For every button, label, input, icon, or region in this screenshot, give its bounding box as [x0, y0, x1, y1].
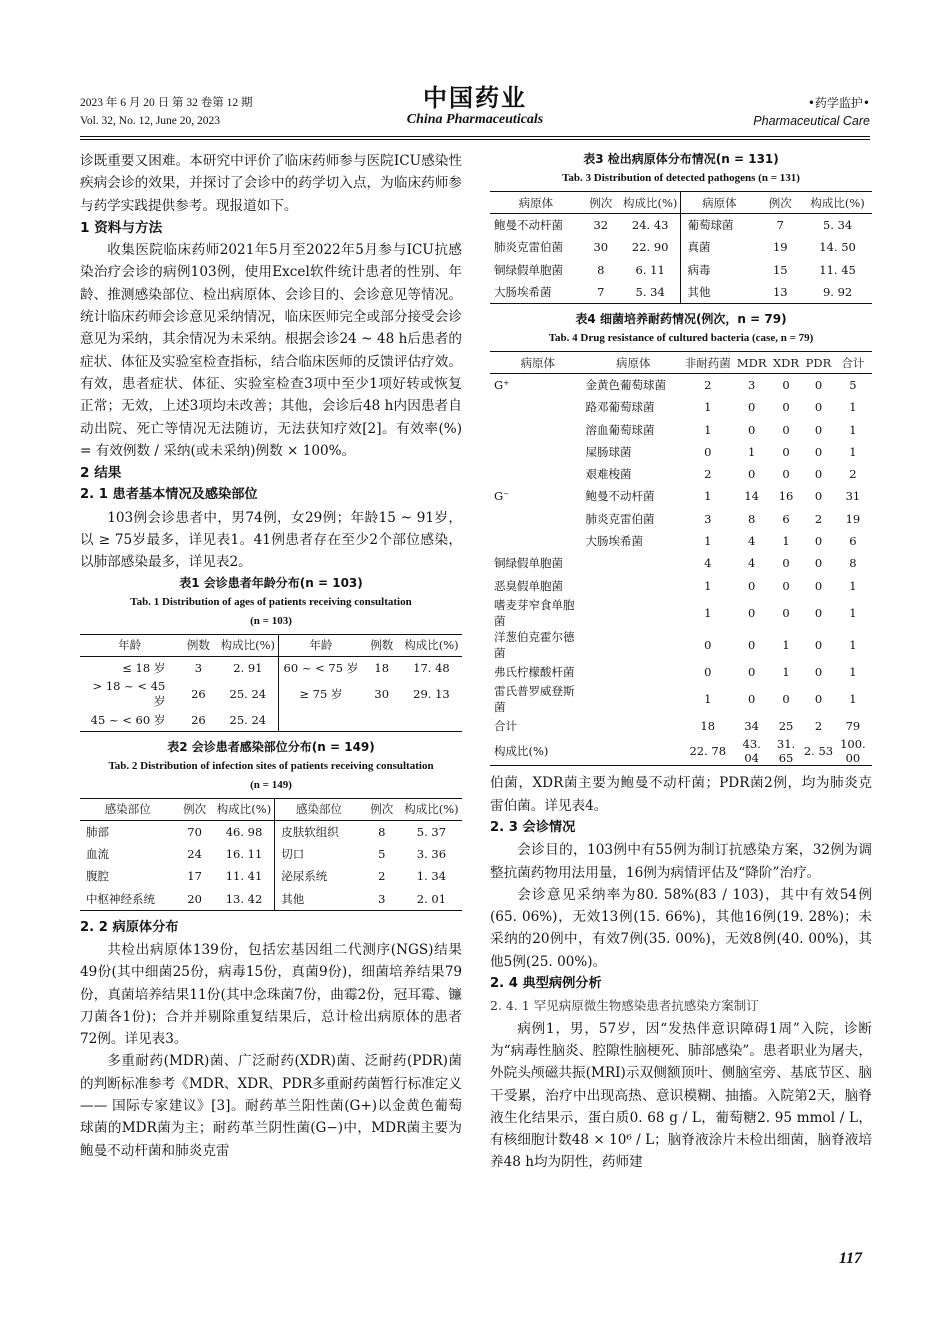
- table-cell: 雷氏普罗威登斯菌: [494, 684, 575, 715]
- table-cell: 肺炎克雷伯菌: [494, 240, 563, 255]
- table-cell: 18: [700, 719, 716, 734]
- table-cell: 24: [187, 846, 202, 861]
- table-cell: 3: [378, 891, 386, 906]
- table-cell: 血流: [86, 846, 109, 861]
- table-cell: 8: [597, 262, 605, 277]
- table-cell: 0: [704, 444, 712, 459]
- table-cell: 11. 41: [225, 869, 263, 884]
- table-cell: 5: [849, 378, 857, 393]
- table-cell: 0: [747, 400, 756, 415]
- table-row: [490, 396, 872, 418]
- section-label: [753, 94, 870, 130]
- table-cell: [586, 597, 682, 629]
- table-row: [490, 574, 872, 596]
- table3-header: 构成比(%): [810, 195, 865, 210]
- table-cell: 0: [747, 692, 756, 707]
- table-cell: 0: [747, 422, 756, 437]
- table-cell: 19: [772, 240, 788, 255]
- table-cell: 14. 50: [819, 240, 856, 255]
- table4-header: 病原体: [520, 355, 555, 370]
- table-cell: 1: [782, 637, 790, 652]
- adoption-paragraph: 会诊意见采纳率为80. 58%(83 / 103)，其中有效54例(65. 06%)，无效13例(15. 66%)，其他16例(19. 28%)；未采纳的20例中，有效7例(35. 00%)，无效8例(40. 00%)，其他5例(25. 00%)。: [490, 886, 872, 970]
- table-cell: 嗜麦芽窄食单胞菌: [494, 597, 575, 628]
- table-row: [490, 508, 872, 530]
- header-rule-thin: [80, 139, 870, 140]
- table2-header: 感染部位: [275, 798, 363, 820]
- table-cell: 0: [814, 692, 823, 707]
- table-cell: 其他: [681, 281, 757, 304]
- table1: [80, 634, 462, 732]
- table-cell: 0: [814, 422, 823, 437]
- table-cell: 0: [704, 637, 712, 652]
- table-cell: 1: [849, 692, 857, 707]
- table-cell: 26: [191, 686, 206, 701]
- table2-header: 构成比(%): [404, 802, 459, 817]
- table-cell: 31: [845, 489, 861, 504]
- table-cell: 3: [194, 660, 203, 675]
- table-cell: [490, 418, 586, 440]
- page-number: 117: [838, 1250, 862, 1267]
- table-cell: 8: [747, 511, 756, 526]
- table4-header: MDR: [736, 355, 767, 370]
- table-cell: 6. 11: [635, 262, 665, 277]
- table-row: [490, 661, 872, 683]
- section-2-title: 2 结果: [80, 465, 122, 482]
- table-cell: 5: [378, 846, 386, 861]
- table-cell: 32: [593, 218, 609, 232]
- table1-header: 构成比(%): [220, 638, 276, 653]
- table-cell: 5. 34: [635, 285, 665, 299]
- table-cell: 真菌: [681, 236, 757, 259]
- table2-header: 感染部位: [104, 802, 151, 817]
- table-cell: 0: [747, 467, 756, 482]
- table-cell: 大肠埃希菌: [585, 534, 643, 549]
- table-cell: 17: [187, 869, 202, 884]
- table-cell: 4: [704, 556, 712, 571]
- table-cell: 肺部: [86, 824, 109, 839]
- table-cell: 18: [374, 660, 390, 675]
- intro-paragraph: 诊既重要又困难。本研究中评价了临床药师参与医院ICU感染性疾病会诊的效果，并探讨了会诊中的药学切入点，为临床药师参与药学实践提供参考。现报道如下。: [80, 153, 462, 214]
- table-cell: 15: [772, 262, 788, 277]
- table-cell: 鲍曼不动杆菌: [494, 218, 563, 232]
- table-cell: 2: [704, 378, 712, 393]
- section-en: Pharmaceutical Care: [753, 114, 870, 128]
- table-cell: 铜绿假单胞菌: [494, 556, 563, 571]
- table-cell: 24. 43: [631, 218, 669, 232]
- table4: [490, 351, 872, 766]
- table4-header: PDR: [805, 355, 832, 370]
- table-cell: 1: [849, 605, 857, 620]
- methods-paragraph: 收集医院临床药师2021年5月至2022年5月参与ICU抗感染治疗会诊的病例103例，使用Excel软件统计患者的性别、年龄、推测感染部位、检出病原体、会诊目的、会诊意见等情况。统计临床药师会诊意见采纳情况，临床医师完全或部分接受会诊意见为采纳，其余情况为未采纳。根据会诊24 ~ 48 h后患者的症状、体征及实验室检查指标，结合临床医师的反馈评估疗效。有效，患者症状、体征、实验室检查3项中至少1项好转或恢复正常；无效，上述3项均未改善；其他，会诊后48 h内因患者自动出院、死亡等情况无法随访，无法获知疗效[2]。有效率(%) = 有效例数 / 采纳(或未采纳)例数 × 100%。: [80, 242, 462, 459]
- table-cell: 34: [744, 719, 759, 734]
- table-cell: 60 ~ < 75 岁: [279, 656, 363, 679]
- table2-header: 例次: [370, 802, 394, 817]
- table-cell: [490, 396, 586, 418]
- logo-cn: 中国药业: [423, 83, 527, 112]
- table-cell: [490, 463, 586, 485]
- section-2-1-title: 2. 1 患者基本情况及感染部位: [80, 487, 258, 503]
- table-cell: 14: [744, 489, 759, 504]
- section-2-4-1-title: 2. 4. 1 罕见病原微生物感染患者抗感染方案制订: [490, 998, 759, 1014]
- table-cell: 0: [782, 422, 790, 437]
- table-row: [490, 737, 872, 766]
- table-cell: [586, 661, 682, 683]
- journal-issue-info: [80, 94, 253, 130]
- table-row: [490, 441, 872, 463]
- table-cell: 0: [747, 605, 756, 620]
- table-cell: 5. 34: [822, 218, 853, 232]
- table-cell: 3. 36: [416, 846, 447, 861]
- consult-purpose-paragraph: 会诊目的，103例中有55例为制订抗感染方案，32例为调整抗菌药物用法用量，16例为病情评估及“降阶”治疗。: [490, 842, 872, 881]
- table-cell: 恶臭假单胞菌: [494, 578, 563, 593]
- table-cell: 100. 00: [840, 737, 866, 766]
- table-cell: 腹腔: [86, 869, 109, 884]
- table4-header: 病原体: [616, 355, 651, 370]
- table-cell: 1: [704, 578, 712, 593]
- table-cell: 1: [704, 605, 712, 620]
- table-cell: 3: [747, 378, 756, 393]
- table-cell: 1: [849, 444, 857, 459]
- table-cell: 0: [782, 578, 790, 593]
- table-cell: 中枢神经系统: [86, 891, 155, 906]
- table-cell: [401, 709, 462, 732]
- table-cell: 9. 92: [822, 285, 853, 299]
- table1-header: 年龄: [118, 638, 142, 653]
- table-cell: 2. 01: [416, 891, 447, 906]
- table-cell: 6: [849, 534, 857, 549]
- table3-header: 病原体: [518, 195, 554, 210]
- table-cell: 8: [378, 824, 386, 839]
- table-cell: 2: [378, 869, 386, 884]
- table-row: [490, 236, 872, 259]
- table-cell: [586, 737, 682, 766]
- table-cell: 0: [814, 444, 823, 459]
- table-cell: 1: [704, 489, 712, 504]
- table-cell: 22. 78: [689, 744, 727, 759]
- table-row: [80, 843, 462, 866]
- table-cell: ≥ 75 岁: [279, 679, 363, 709]
- table-cell: 0: [814, 637, 823, 652]
- table-row: [490, 485, 872, 507]
- table-cell: [586, 683, 682, 715]
- table-cell: 25. 24: [229, 712, 267, 727]
- table3-header: 构成比(%): [622, 195, 678, 210]
- table-cell: 2: [704, 467, 712, 482]
- table-cell: 0: [782, 692, 790, 707]
- table-row: [490, 463, 872, 485]
- table-cell: [586, 552, 682, 574]
- pathogen-paragraph: 共检出病原体139份，包括宏基因组二代测序(NGS)结果49份(其中细菌25份，病毒15份，真菌9份)，细菌培养结果79份，真菌培养结果11份(其中念珠菌7份，曲霉2份，冠耳霉、镰刀菌各1份)；合并并剔除重复结果后，总计检出病原体的患者72例。详见表3。: [80, 941, 462, 1048]
- table-cell: 溶血葡萄球菌: [585, 422, 655, 437]
- table-cell: G⁻: [494, 489, 510, 504]
- table-cell: 1: [704, 422, 712, 437]
- table-cell: 3: [704, 511, 712, 526]
- table-cell: 1: [782, 664, 790, 679]
- table-cell: 2: [814, 719, 823, 734]
- table-cell: 45 ~ < 60 岁: [90, 712, 166, 727]
- table-cell: 泌尿系统: [275, 865, 363, 888]
- section-cn: •药学监护•: [807, 96, 870, 110]
- table3-caption-en: Tab. 3 Distribution of detected pathogens (n = 131): [562, 172, 800, 184]
- table-row: [490, 259, 872, 282]
- table2-caption: 表2 会诊患者感染部位分布(n = 149): [167, 739, 375, 754]
- table-cell: 切口: [275, 843, 363, 866]
- table4-header: XDR: [772, 355, 800, 370]
- table-row: [490, 683, 872, 715]
- table-cell: > 18 ~ < 45 岁: [92, 678, 166, 708]
- table-cell: 构成比(%): [494, 744, 549, 759]
- right-column: [490, 150, 872, 1174]
- table-cell: 5. 37: [416, 824, 447, 839]
- issue-line-en: Vol. 32, No. 12, June 20, 2023: [80, 115, 221, 127]
- table4-caption-en: Tab. 4 Drug resistance of cultured bacteria (case, n = 79): [548, 332, 814, 344]
- table-cell: [279, 709, 363, 732]
- table-cell: 11. 45: [819, 262, 856, 277]
- table-cell: 4: [747, 556, 756, 571]
- table-cell: [586, 715, 682, 737]
- table1-header: 年龄: [279, 634, 363, 656]
- table-cell: 7: [776, 218, 784, 232]
- table-cell: 2: [814, 511, 823, 526]
- table-cell: 0: [814, 534, 823, 549]
- table-cell: 0: [782, 556, 790, 571]
- table-cell: 0: [782, 378, 790, 393]
- table-cell: 1: [782, 534, 790, 549]
- section-2-3-title: 2. 3 会诊情况: [490, 819, 576, 835]
- table-row: [490, 214, 872, 237]
- table-cell: 30: [374, 686, 390, 701]
- table-cell: 79: [845, 719, 861, 734]
- table-cell: 0: [704, 664, 712, 679]
- table3-caption: 表3 检出病原体分布情况(n = 131): [583, 152, 779, 166]
- table-cell: 26: [191, 712, 206, 727]
- table2-header: 例次: [183, 802, 207, 817]
- table2: [80, 798, 462, 911]
- logo-en: China Pharmaceuticals: [406, 112, 544, 127]
- table1-caption: 表1 会诊患者年龄分布(n = 103): [179, 575, 363, 590]
- table1-header: 例数: [370, 638, 394, 653]
- case1-paragraph: 病例1，男，57岁，因“发热伴意识障碍1周”入院，诊断为“病毒性脑炎、腔隙性脑梗死、肺部感染”。患者职业为屠夫，外院头颅磁共振(MRI)示双侧额顶叶、侧脑室旁、基底节区、脑干受累，治疗中出现高热、意识模糊、抽搐。入院第2天，脑脊液生化结果示，蛋白质0. 68 g / L，葡萄糖2. 95 mmol / L，有核细胞计数48 × 10⁶ / L；脑脊液涂片未检出细菌，脑脊液培养48 h均为阴性，药师建: [490, 1020, 872, 1171]
- table-cell: 46. 98: [225, 824, 263, 839]
- table-cell: 葡萄球菌: [681, 214, 757, 237]
- table-cell: 4: [747, 534, 756, 549]
- table-row: [490, 552, 872, 574]
- table-cell: 0: [747, 637, 756, 652]
- table-cell: 0: [782, 400, 790, 415]
- table4-header: 非耐药菌: [684, 355, 731, 370]
- table-cell: 6: [782, 511, 790, 526]
- patients-paragraph: 103例会诊患者中，男74例，女29例；年龄15 ~ 91岁，以 ≥ 75岁最多，详见表1。41例患者存在至少2个部位感染，以肺部感染最多，详见表2。: [80, 509, 462, 571]
- table-cell: 1: [849, 400, 857, 415]
- table3-header: 例次: [589, 195, 613, 210]
- table-cell: 31. 65: [776, 737, 796, 766]
- table-cell: 16. 11: [225, 846, 263, 861]
- resistance-paragraph: 多重耐药(MDR)菌、广泛耐药(XDR)菌、泛耐药(PDR)菌的判断标准参考《MDR、XDR、PDR多重耐药菌暂行标准定义 —— 国际专家建议》[3]。耐药革兰阳性菌(G+)以金黄色葡萄球菌的MDR菌为主；耐药革兰阴性菌(G−)中，MDR菌主要为鲍曼不动杆菌和肺炎克雷: [80, 1053, 462, 1159]
- table-cell: 大肠埃希菌: [494, 285, 552, 299]
- table-cell: 0: [782, 605, 790, 620]
- table2-caption-en: Tab. 2 Distribution of infection sites of patients receiving consultation: [108, 759, 434, 772]
- table-cell: 鲍曼不动杆菌: [585, 489, 655, 504]
- table1-caption-en-n: (n = 103): [250, 614, 292, 627]
- table4-header: 合计: [841, 355, 865, 370]
- table-cell: [586, 574, 682, 596]
- table-cell: G⁺: [494, 378, 510, 393]
- table-cell: 2: [849, 467, 857, 482]
- table-row: [80, 656, 462, 679]
- table3-header: 例次: [768, 195, 792, 210]
- table-row: [80, 709, 462, 732]
- table-cell: [363, 709, 401, 732]
- table-cell: 艰难梭菌: [585, 467, 632, 482]
- table-cell: 0: [747, 664, 756, 679]
- table-cell: 路邓葡萄球菌: [585, 400, 655, 415]
- table1-caption-en: Tab. 1 Distribution of ages of patients receiving consultation: [130, 595, 412, 608]
- table-cell: 1: [747, 444, 756, 459]
- table-cell: [586, 629, 682, 661]
- table-cell: 1: [849, 664, 857, 679]
- table-row: [490, 597, 872, 629]
- table3: [490, 191, 872, 304]
- table-cell: 8: [849, 556, 857, 571]
- table-cell: 0: [814, 378, 823, 393]
- table-row: [490, 418, 872, 440]
- table-cell: 43. 04: [742, 737, 761, 766]
- table-cell: 其他: [275, 888, 363, 911]
- table-cell: 25. 24: [229, 686, 267, 701]
- table-cell: ≤ 18 岁: [122, 660, 166, 675]
- table-cell: 29. 13: [413, 686, 450, 701]
- table-cell: 16: [778, 489, 794, 504]
- table-row: [80, 888, 462, 911]
- table3-header: 病原体: [681, 192, 757, 214]
- table-cell: [490, 508, 586, 530]
- table-cell: 0: [814, 467, 823, 482]
- table-cell: 22. 90: [631, 240, 669, 255]
- table-cell: 0: [814, 605, 823, 620]
- table-cell: 1: [849, 637, 857, 652]
- table-row: [80, 865, 462, 888]
- table-row: [80, 820, 462, 843]
- table-cell: 13: [772, 285, 788, 299]
- table-cell: 0: [814, 556, 823, 571]
- table-cell: 1: [849, 578, 857, 593]
- table-cell: 1: [704, 400, 712, 415]
- table-cell: 7: [597, 285, 605, 299]
- section-1-title: 1 资料与方法: [80, 219, 163, 236]
- table4-caption: 表4 细菌培养耐药情况(例次，n = 79): [575, 312, 787, 326]
- table-cell: 弗氏柠檬酸杆菌: [494, 664, 575, 679]
- table1-header: 例数: [186, 638, 210, 653]
- table-cell: 17. 48: [413, 660, 450, 675]
- table-cell: 1. 34: [416, 869, 447, 884]
- section-2-4-title: 2. 4 典型病例分析: [490, 976, 602, 992]
- table-cell: 70: [187, 824, 202, 839]
- table-row: [490, 281, 872, 304]
- table-cell: 20: [187, 891, 202, 906]
- table-cell: 病毒: [681, 259, 757, 282]
- table-cell: 皮肤软组织: [275, 820, 363, 843]
- issue-line-cn: 2023 年 6 月 20 日 第 32 卷第 12 期: [80, 97, 253, 109]
- table2-header: 构成比(%): [216, 802, 272, 817]
- left-column: [80, 150, 462, 1162]
- table-cell: 2. 91: [233, 660, 263, 675]
- section-2-2-title: 2. 2 病原体分布: [80, 919, 179, 935]
- table-cell: 30: [593, 240, 609, 255]
- table-cell: 1: [704, 692, 712, 707]
- table-cell: 0: [814, 664, 823, 679]
- table-cell: 1: [704, 534, 712, 549]
- journal-logo: [390, 84, 560, 128]
- table-cell: 13. 42: [225, 891, 263, 906]
- table-cell: 合计: [494, 719, 517, 734]
- table-cell: 屎肠球菌: [585, 444, 632, 459]
- table-cell: 2. 53: [803, 744, 834, 759]
- table-row: [490, 629, 872, 661]
- table1-header: 构成比(%): [404, 638, 459, 653]
- table-row: [490, 530, 872, 552]
- table-row: [80, 679, 462, 709]
- table-cell: 0: [782, 444, 790, 459]
- table-cell: [490, 530, 586, 552]
- table-cell: 铜绿假单胞菌: [494, 262, 563, 277]
- table-cell: 19: [845, 511, 861, 526]
- header-rule: [80, 136, 870, 137]
- table2-caption-en-n: (n = 149): [250, 778, 292, 791]
- table-cell: 0: [782, 467, 790, 482]
- table-cell: 洋葱伯克霍尔德菌: [494, 629, 575, 660]
- table-cell: 金黄色葡萄球菌: [585, 378, 666, 393]
- table-cell: [490, 441, 586, 463]
- table-cell: 1: [849, 422, 857, 437]
- table-row: [490, 715, 872, 737]
- table-cell: 0: [814, 578, 823, 593]
- table-row: [490, 374, 872, 396]
- table-cell: 0: [747, 578, 756, 593]
- table-cell: 0: [814, 489, 823, 504]
- resistance-continued: 伯菌，XDR菌主要为鲍曼不动杆菌；PDR菌2例，均为肺炎克雷伯菌。详见表4。: [490, 775, 872, 814]
- table-cell: 25: [778, 719, 794, 734]
- table-cell: 肺炎克雷伯菌: [585, 511, 655, 526]
- table-cell: 0: [814, 400, 823, 415]
